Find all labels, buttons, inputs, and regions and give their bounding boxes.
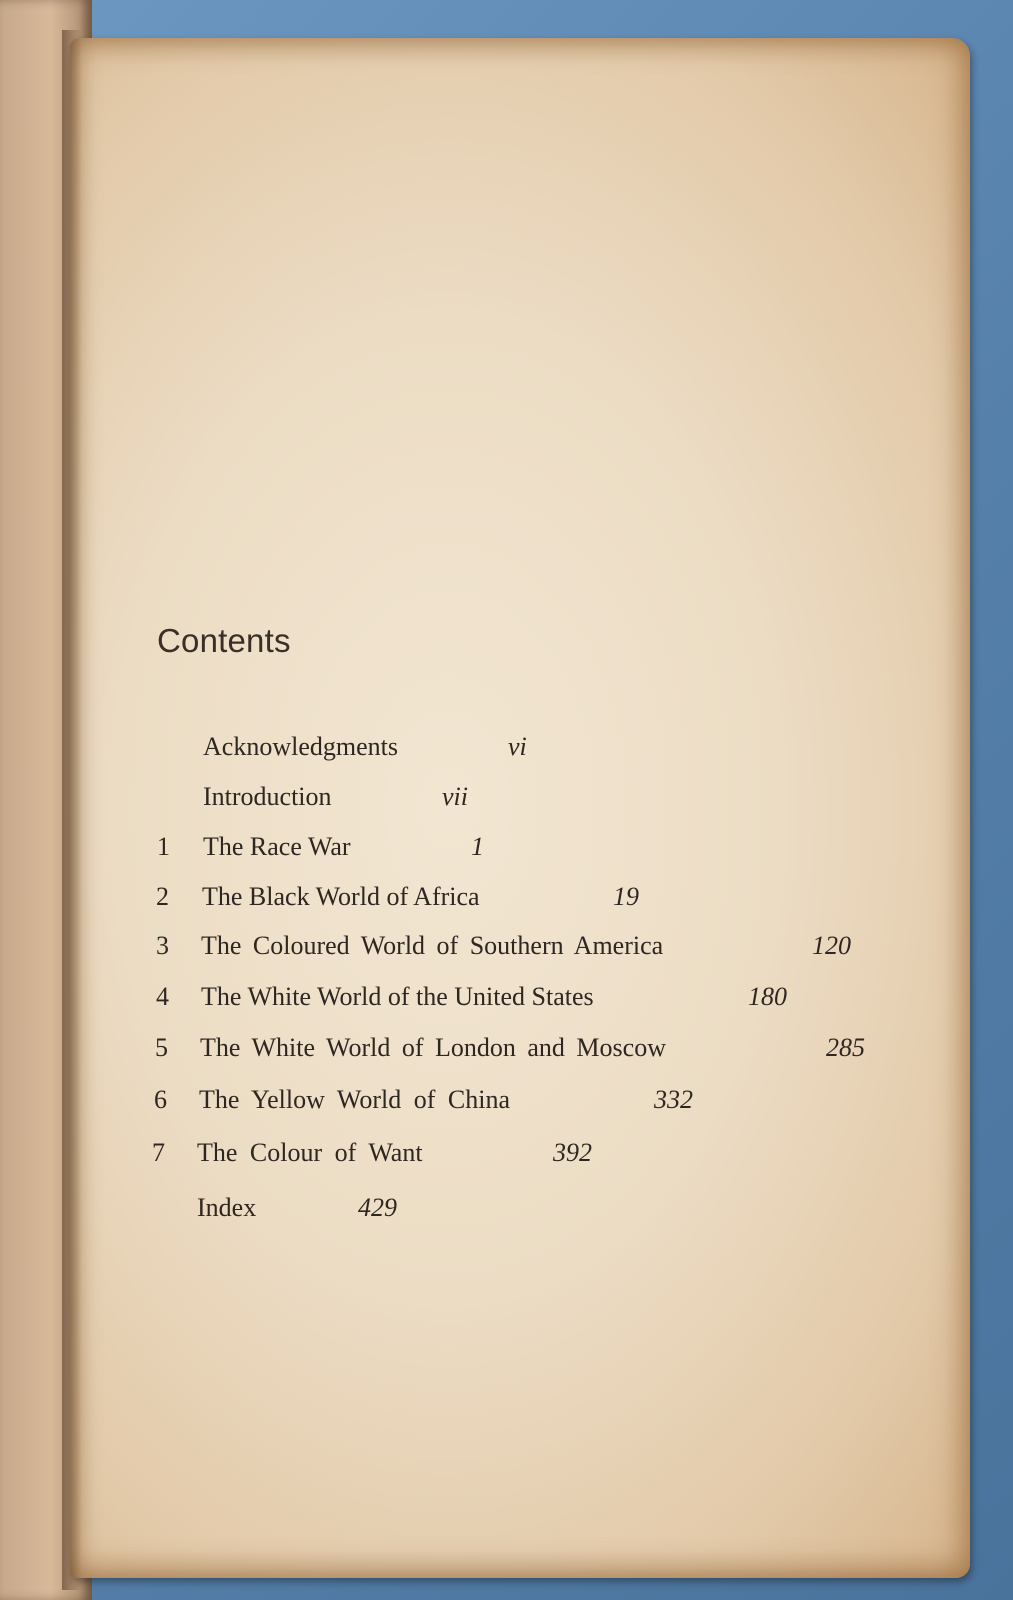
toc-entry-page: 285	[826, 1033, 865, 1062]
toc-entry-chapter-7	[0, 1138, 1013, 1172]
toc-entry-title: Acknowledgments	[203, 732, 398, 761]
toc-entry-chapter-5	[0, 1033, 1013, 1067]
toc-entry-page: 1	[471, 832, 484, 861]
toc-entry-title: The Black World of Africa	[202, 882, 480, 911]
toc-entry-title: The Race War	[203, 832, 351, 861]
toc-entry-chapter-6	[0, 1085, 1013, 1119]
toc-entry-page: vii	[442, 782, 468, 811]
toc-entry-page: 332	[654, 1085, 693, 1114]
toc-entry-chapter-2	[0, 882, 1013, 916]
toc-entry-number: 7	[152, 1138, 165, 1167]
toc-entry-title: The Yellow World of China	[199, 1085, 511, 1114]
toc-entry-page: 19	[613, 882, 639, 911]
toc-entry-number: 1	[157, 832, 170, 861]
toc-entry-acknowledgments	[0, 732, 1013, 766]
toc-entry-number: 3	[156, 931, 169, 960]
toc-entry-page: vi	[508, 732, 527, 761]
contents-heading: Contents	[157, 622, 291, 659]
toc-entry-number: 6	[154, 1085, 167, 1114]
toc-entry-title: The White World of the United States	[201, 982, 594, 1011]
toc-entry-page: 392	[553, 1138, 592, 1167]
toc-entry-title: Index	[197, 1193, 257, 1222]
toc-entry-chapter-4	[0, 982, 1013, 1016]
toc-entry-number: 5	[155, 1033, 168, 1062]
toc-entry-number: 2	[156, 882, 169, 911]
toc-entry-number: 4	[156, 982, 169, 1011]
toc-entry-index	[0, 1193, 1013, 1227]
toc-entry-introduction	[0, 782, 1013, 816]
toc-entry-page: 429	[358, 1193, 397, 1222]
toc-entry-title: Introduction	[203, 782, 332, 811]
toc-entry-title: The White World of London and Moscow	[200, 1033, 666, 1062]
toc-entry-page: 180	[748, 982, 787, 1011]
toc-entry-page: 120	[812, 931, 851, 960]
toc-entry-chapter-3	[0, 931, 1013, 965]
toc-entry-title: The Coloured World of Southern America	[201, 931, 664, 960]
toc-entry-title: The Colour of Want	[197, 1138, 423, 1167]
toc-entry-chapter-1	[0, 832, 1013, 866]
